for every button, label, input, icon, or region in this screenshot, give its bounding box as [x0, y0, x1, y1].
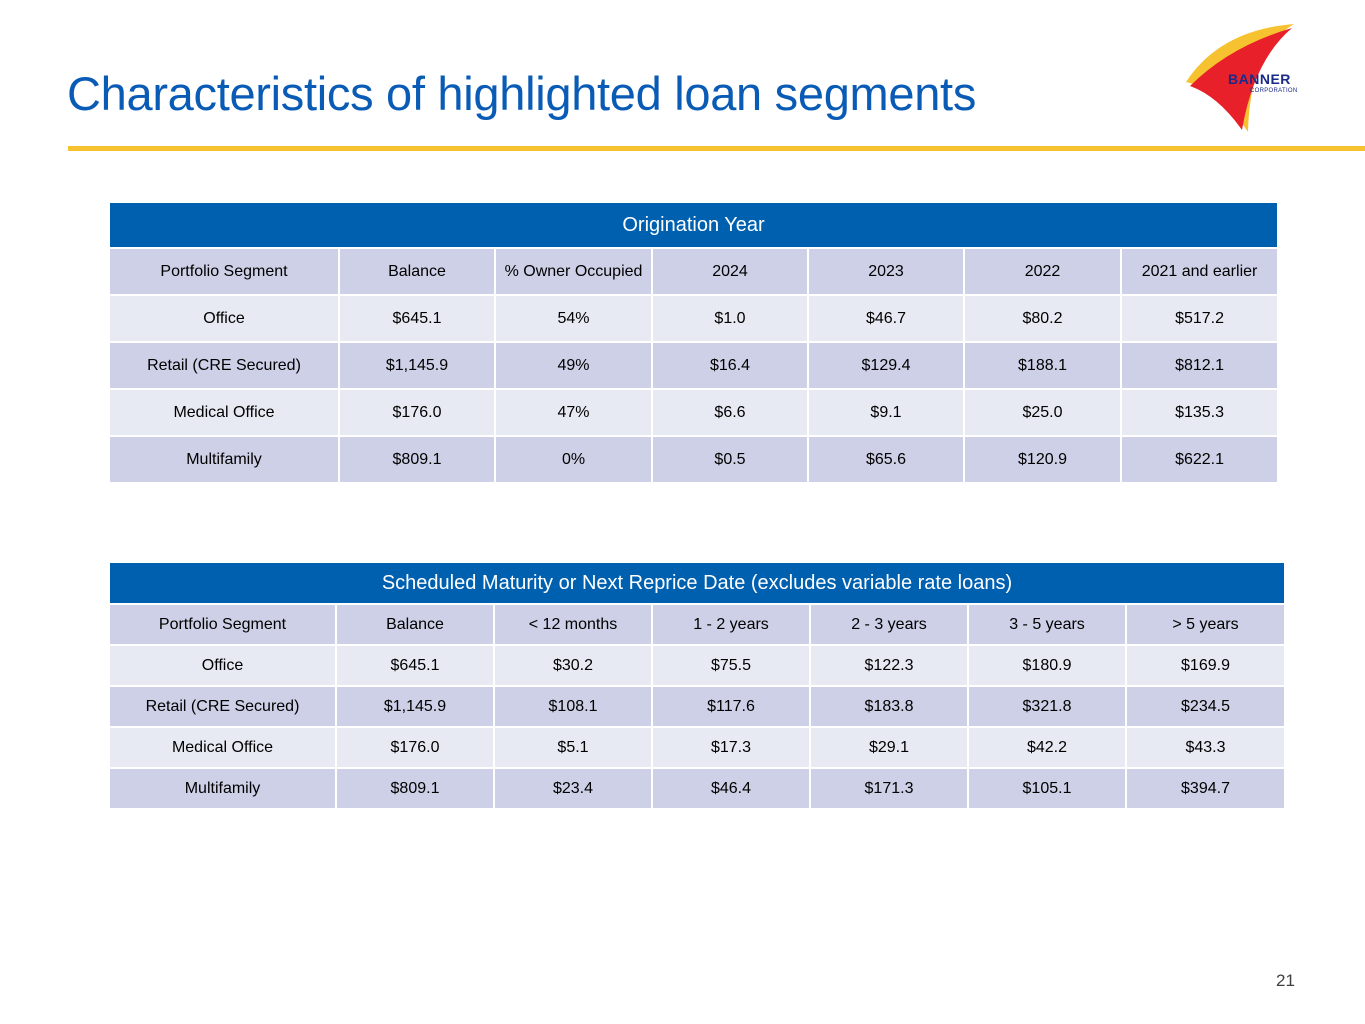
- table-cell: $117.6: [652, 686, 810, 727]
- table-cell: $812.1: [1121, 342, 1278, 389]
- maturity-reprice-table: [108, 561, 1286, 810]
- table-cell: $809.1: [336, 768, 494, 809]
- table-cell: $176.0: [339, 389, 495, 436]
- table-cell: $1,145.9: [336, 686, 494, 727]
- table-cell: 54%: [495, 295, 652, 342]
- logo-subtext: CORPORATION: [1250, 88, 1298, 94]
- table-cell: $105.1: [968, 768, 1126, 809]
- column-header: Balance: [339, 248, 495, 295]
- table-cell: $108.1: [494, 686, 652, 727]
- table-row: [109, 645, 1285, 686]
- table-cell: $321.8: [968, 686, 1126, 727]
- table-cell: 49%: [495, 342, 652, 389]
- column-header: 2024: [652, 248, 808, 295]
- table-cell: $180.9: [968, 645, 1126, 686]
- table-cell: $183.8: [810, 686, 968, 727]
- table-cell: $645.1: [336, 645, 494, 686]
- table-cell: $809.1: [339, 436, 495, 483]
- table-cell: $25.0: [964, 389, 1121, 436]
- column-header: Balance: [336, 604, 494, 645]
- table-cell: $517.2: [1121, 295, 1278, 342]
- table-row: [109, 295, 1278, 342]
- column-header: 2023: [808, 248, 964, 295]
- table-row: [109, 436, 1278, 483]
- table-cell: Multifamily: [109, 768, 336, 809]
- column-header: < 12 months: [494, 604, 652, 645]
- table-cell: $5.1: [494, 727, 652, 768]
- column-header: > 5 years: [1126, 604, 1285, 645]
- table-cell: $645.1: [339, 295, 495, 342]
- table-cell: $46.7: [808, 295, 964, 342]
- table-cell: $1.0: [652, 295, 808, 342]
- column-header: 1 - 2 years: [652, 604, 810, 645]
- table-cell: $622.1: [1121, 436, 1278, 483]
- table-cell: Office: [109, 645, 336, 686]
- table-cell: $122.3: [810, 645, 968, 686]
- table-cell: $17.3: [652, 727, 810, 768]
- table-cell: $234.5: [1126, 686, 1285, 727]
- table-cell: $23.4: [494, 768, 652, 809]
- table-cell: $75.5: [652, 645, 810, 686]
- table-row: [109, 342, 1278, 389]
- table-cell: $176.0: [336, 727, 494, 768]
- table-cell: $65.6: [808, 436, 964, 483]
- title-underline: [68, 146, 1365, 151]
- column-header: 2022: [964, 248, 1121, 295]
- table-cell: Medical Office: [109, 727, 336, 768]
- table-cell: $188.1: [964, 342, 1121, 389]
- table-row: [109, 686, 1285, 727]
- table-cell: $129.4: [808, 342, 964, 389]
- table-cell: $46.4: [652, 768, 810, 809]
- origination-year-table: [108, 201, 1279, 484]
- table-cell: $30.2: [494, 645, 652, 686]
- table-cell: Retail (CRE Secured): [109, 686, 336, 727]
- table-cell: $169.9: [1126, 645, 1285, 686]
- table-cell: $43.3: [1126, 727, 1285, 768]
- table-row: [109, 727, 1285, 768]
- table-banner: Origination Year: [109, 202, 1278, 248]
- table-cell: $120.9: [964, 436, 1121, 483]
- table-cell: $42.2: [968, 727, 1126, 768]
- table-cell: 47%: [495, 389, 652, 436]
- slide-title: Characteristics of highlighted loan segments: [67, 67, 977, 120]
- column-header: % Owner Occupied: [495, 248, 652, 295]
- table-cell: $171.3: [810, 768, 968, 809]
- column-header: Portfolio Segment: [109, 248, 339, 295]
- table-cell: Medical Office: [109, 389, 339, 436]
- table-row: [109, 768, 1285, 809]
- table-cell: $9.1: [808, 389, 964, 436]
- logo-wordmark: BANNER: [1228, 71, 1291, 87]
- table-banner: Scheduled Maturity or Next Reprice Date (excludes variable rate loans): [109, 562, 1285, 604]
- table-cell: $1,145.9: [339, 342, 495, 389]
- table-cell: $0.5: [652, 436, 808, 483]
- table-cell: $135.3: [1121, 389, 1278, 436]
- table-row: [109, 389, 1278, 436]
- table-cell: $80.2: [964, 295, 1121, 342]
- table-cell: $29.1: [810, 727, 968, 768]
- table-cell: Retail (CRE Secured): [109, 342, 339, 389]
- column-header: 2021 and earlier: [1121, 248, 1278, 295]
- table-cell: Office: [109, 295, 339, 342]
- column-header: 3 - 5 years: [968, 604, 1126, 645]
- table-cell: Multifamily: [109, 436, 339, 483]
- page-number: 21: [1276, 971, 1295, 990]
- table-cell: 0%: [495, 436, 652, 483]
- column-header: 2 - 3 years: [810, 604, 968, 645]
- column-header: Portfolio Segment: [109, 604, 336, 645]
- table-cell: $6.6: [652, 389, 808, 436]
- table-cell: $16.4: [652, 342, 808, 389]
- table-cell: $394.7: [1126, 768, 1285, 809]
